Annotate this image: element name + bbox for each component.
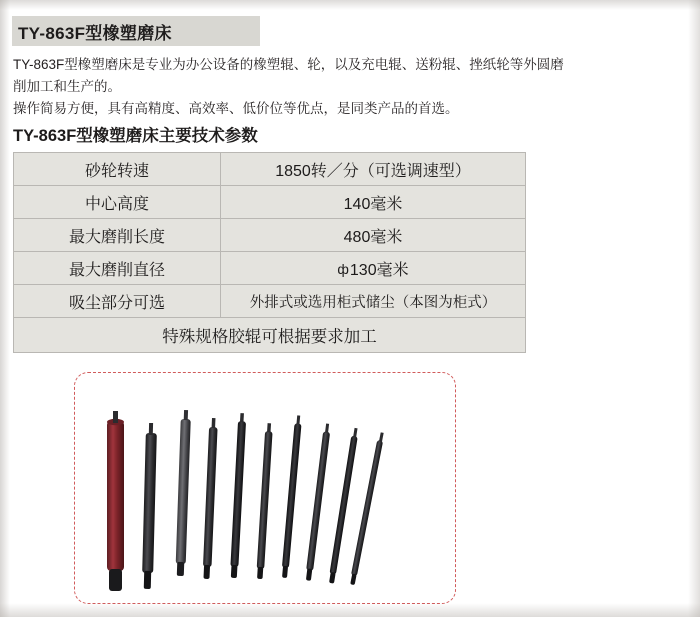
roller-4	[202, 418, 218, 579]
scan-shade-right	[688, 0, 700, 617]
page-title: TY-863F型橡塑磨床	[18, 23, 172, 43]
spec-value-diameter	[221, 252, 526, 285]
spec-value: 140毫米	[221, 186, 526, 219]
roller-8	[305, 423, 331, 581]
scan-shade-bottom	[0, 603, 700, 617]
scan-shade-top	[0, 0, 700, 10]
table-row	[14, 219, 526, 252]
intro-paragraphs	[13, 54, 685, 120]
scan-shade-left	[0, 0, 10, 617]
intro-line-2: 削加工和生产的。	[13, 79, 121, 94]
roller-2	[142, 423, 157, 589]
table-row-footer	[14, 318, 526, 353]
spec-label: 最大磨削直径	[14, 252, 221, 285]
table-row	[14, 252, 526, 285]
table-row	[14, 153, 526, 186]
table-row	[14, 285, 526, 318]
spec-label: 吸尘部分可选	[14, 285, 221, 318]
roller-3	[175, 410, 191, 576]
spec-value: 外排式或选用柜式储尘（本图为柜式）	[221, 285, 526, 318]
roller-6	[256, 423, 273, 579]
spec-section-heading: TY-863F型橡塑磨床主要技术参数	[13, 127, 258, 145]
spec-value: 1850转／分（可选调速型）	[221, 153, 526, 186]
intro-line-1: TY-863F型橡塑磨床是专业为办公设备的橡塑辊、轮，以及充电辊、送粉辊、挫纸轮等外圆磨	[13, 57, 564, 72]
spec-footer-note: 特殊规格胶辊可根据要求加工	[14, 318, 526, 353]
roller-illustration	[75, 373, 455, 603]
spec-table	[13, 152, 526, 353]
roller-7	[281, 415, 302, 578]
diameter-symbol: ф	[337, 260, 349, 277]
roller-1	[107, 411, 124, 591]
spec-value-text: 130毫米	[349, 261, 409, 279]
intro-line-3: 操作简易方便，具有高精度、高效率、低价位等优点，是同类产品的首选。	[13, 101, 459, 116]
table-row	[14, 186, 526, 219]
roller-5	[230, 413, 247, 578]
spec-label: 中心高度	[14, 186, 221, 219]
spec-label: 砂轮转速	[14, 153, 221, 186]
spec-label: 最大磨削长度	[14, 219, 221, 252]
spec-value: 480毫米	[221, 219, 526, 252]
product-photo	[74, 372, 456, 604]
product-title-band	[12, 16, 260, 46]
